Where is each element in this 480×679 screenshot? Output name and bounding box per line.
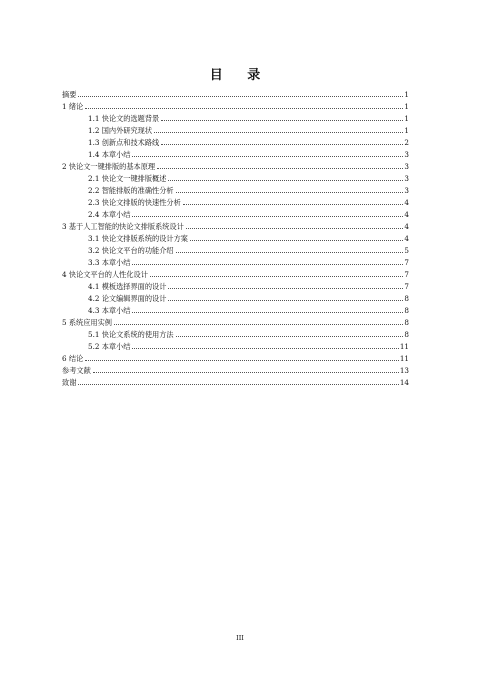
toc-entry[interactable] [62,363,409,375]
toc-entry-label: 1 绪论 [62,102,84,111]
toc-entry-label: 致谢 [62,378,77,387]
toc-entry-label: 3.1 快论文排版系统的设计方案 [88,234,188,243]
toc-entry[interactable] [88,207,409,219]
toc-entry[interactable] [62,315,409,327]
toc-entry-page: 14 [399,378,409,387]
dot-leader [85,359,399,361]
toc-entry[interactable] [62,159,409,171]
toc-entry-page: 4 [404,222,409,231]
toc-entry-label: 2.3 快论文排版的快速性分析 [88,198,181,207]
toc-entry-label: 4 快论文平台的人性化设计 [62,270,148,279]
toc-entry-page: 7 [404,282,409,291]
toc-entry-page: 2 [404,138,409,147]
dot-leader [150,275,404,277]
toc-entry-label: 3.2 快论文平台的功能介绍 [88,246,174,255]
toc-entry-page: 1 [404,126,409,135]
dot-leader [161,143,403,145]
dot-leader [132,215,403,217]
toc-entry-label: 5.1 快论文系统的使用方法 [88,330,174,339]
toc-entry-page: 8 [404,330,409,339]
dot-leader [183,203,404,205]
toc-entry-page: 1 [404,90,409,99]
dot-leader [176,335,404,337]
toc-entry-label: 3.3 本章小结 [88,258,131,267]
toc-entry[interactable] [88,291,409,303]
page-number: III [236,634,244,642]
toc-entry[interactable] [88,339,409,351]
toc-entry[interactable] [62,87,409,99]
toc-entry[interactable] [88,123,409,135]
toc-entry[interactable] [62,375,409,387]
toc-entry-label: 4.2 论文编辑界面的设计 [88,294,167,303]
toc-entry[interactable] [88,183,409,195]
toc-entry[interactable] [88,327,409,339]
toc-entry[interactable] [88,195,409,207]
toc-entry-label: 2.1 快论文一键排版概述 [88,174,167,183]
dot-leader [85,107,403,109]
toc-entry-page: 3 [404,150,409,159]
dot-leader [78,95,403,97]
toc-entry[interactable] [88,171,409,183]
dot-leader [78,383,398,385]
toc-entry-label: 2.2 智能排版的准确性分析 [88,186,174,195]
dot-leader [154,131,403,133]
toc-entry[interactable] [88,255,409,267]
dot-leader [93,371,399,373]
dot-leader [132,311,403,313]
toc-entry[interactable] [62,99,409,111]
toc-entry-label: 1.1 快论文的选题背景 [88,114,160,123]
toc-entry-page: 5 [404,246,409,255]
toc-entry-page: 8 [404,318,409,327]
dot-leader [186,227,404,229]
toc-entry-page: 7 [404,258,409,267]
toc-entry-page: 13 [399,366,409,375]
dot-leader [190,239,403,241]
toc-entry[interactable] [88,231,409,243]
toc-entry-label: 4.1 模板选择界面的设计 [88,282,167,291]
toc-entry-page: 4 [404,234,409,243]
toc-entry-page: 3 [404,174,409,183]
toc-entry-page: 1 [404,102,409,111]
toc-entry[interactable] [88,135,409,147]
toc-entry-page: 11 [399,342,409,351]
toc-entry-page: 3 [404,162,409,171]
toc-entry-page: 3 [404,186,409,195]
toc-entry[interactable] [88,279,409,291]
toc-entry-label: 4.3 本章小结 [88,306,131,315]
toc-entry-label: 3 基于人工智能的快论文排版系统设计 [62,222,184,231]
toc-entry-label: 2.4 本章小结 [88,210,131,219]
dot-leader [176,191,404,193]
toc-entry-label: 2 快论文一键排版的基本原理 [62,162,156,171]
toc-entry-page: 8 [404,294,409,303]
dot-leader [161,119,403,121]
toc-entry[interactable] [88,111,409,123]
dot-leader [157,167,403,169]
toc-entry[interactable] [62,351,409,363]
toc-entry-page: 11 [399,354,409,363]
dot-leader [132,155,403,157]
toc-entry-label: 1.2 国内外研究现状 [88,126,153,135]
dot-leader [132,347,398,349]
toc-entry-page: 7 [404,270,409,279]
dot-leader [168,179,403,181]
toc-entry-label: 参考文献 [62,366,91,375]
toc-entry-label: 1.4 本章小结 [88,150,131,159]
toc-entry-page: 1 [404,114,409,123]
toc-entry[interactable] [88,147,409,159]
dot-leader [168,299,403,301]
toc-entry-label: 5.2 本章小结 [88,342,131,351]
toc-entry-page: 8 [404,306,409,315]
toc-entry[interactable] [88,243,409,255]
dot-leader [168,287,403,289]
toc-title: 目 录 [209,68,271,83]
toc-entry-page: 4 [404,210,409,219]
toc-entry[interactable] [62,219,409,231]
toc-entry-label: 摘要 [62,90,77,99]
toc-entry[interactable] [62,267,409,279]
toc-entry-label: 5 系统应用实例 [62,318,112,327]
toc-entry-label: 6 结论 [62,354,84,363]
dot-leader [132,263,403,265]
toc-entry[interactable] [88,303,409,315]
dot-leader [114,323,403,325]
dot-leader [176,251,404,253]
toc-entry-page: 4 [404,198,409,207]
toc-entry-label: 1.3 创新点和技术路线 [88,138,160,147]
